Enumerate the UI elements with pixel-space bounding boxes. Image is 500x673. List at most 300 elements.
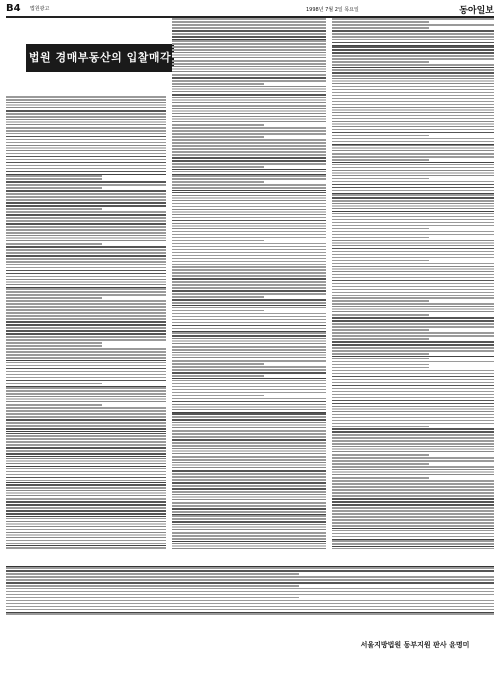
fine-print-line: [172, 302, 326, 304]
fine-print-line: [6, 428, 166, 430]
fine-print-line: [172, 40, 326, 42]
fine-print-line: [6, 291, 166, 293]
fine-print-line: [332, 335, 494, 337]
fine-print-line: [332, 61, 429, 63]
fine-print-line: [172, 116, 326, 122]
fine-print-line: [6, 142, 166, 144]
fine-print-line: [6, 171, 166, 173]
fine-print-line: [172, 136, 264, 138]
fine-print-line: [332, 211, 494, 212]
fine-print-line: [332, 49, 494, 51]
fine-print-line: [6, 404, 102, 406]
page-header: [6, 4, 494, 18]
listing-column-2: [172, 18, 326, 551]
fine-print-line: [172, 445, 326, 447]
fine-print-line: [6, 567, 494, 569]
fine-print-line: [332, 498, 494, 500]
fine-print-line: [6, 232, 166, 234]
fine-print-line: [172, 328, 326, 330]
fine-print-line: [332, 388, 494, 390]
fine-print-line: [172, 413, 326, 415]
fine-print-line: [6, 276, 166, 278]
fine-print-line: [172, 383, 326, 385]
fine-print-line: [172, 538, 326, 540]
fine-print-line: [172, 439, 326, 441]
fine-print-line: [332, 317, 494, 319]
fine-print-line: [172, 462, 326, 468]
fine-print-line: [172, 369, 326, 371]
fine-print-line: [332, 329, 429, 331]
fine-print-line: [6, 540, 166, 542]
fine-print-line: [172, 494, 326, 500]
fine-print-line: [6, 252, 166, 254]
fine-print-line: [332, 27, 429, 29]
fine-print-line: [172, 264, 326, 266]
fine-print-line: [332, 326, 494, 328]
fine-print-line: [172, 476, 326, 478]
fine-print-line: [172, 299, 326, 301]
fine-print-line: [6, 498, 166, 500]
fine-print-line: [172, 401, 326, 403]
fine-print-line: [332, 118, 494, 120]
fine-print-line: [172, 412, 326, 413]
fine-print-line: [172, 322, 326, 324]
fine-print-line: [172, 148, 326, 150]
fine-print-line: [332, 187, 494, 189]
notice-title: 법원 경매부동산의 입찰매각공고: [28, 51, 172, 92]
fine-print-line: [172, 543, 326, 549]
fine-print-line: [332, 373, 494, 375]
fine-print-line: [332, 55, 494, 57]
fine-print-line: [6, 606, 494, 608]
fine-print-line: [6, 597, 299, 599]
fine-print-line: [332, 24, 494, 26]
fine-print-line: [172, 456, 326, 458]
fine-print-line: [332, 414, 494, 416]
fine-print-line: [332, 477, 429, 479]
fine-print-line: [332, 530, 494, 532]
fine-print-line: [6, 521, 166, 527]
fine-print-line: [332, 320, 494, 322]
fine-print-line: [172, 178, 326, 180]
fine-print-line: [172, 502, 326, 504]
fine-print-line: [172, 223, 326, 229]
fine-print-line: [332, 228, 429, 230]
fine-print-line: [332, 89, 494, 91]
fine-print-line: [6, 582, 494, 584]
fine-print-line: [332, 297, 494, 299]
fine-print-line: [332, 295, 494, 297]
fine-print-line: [6, 419, 166, 421]
fine-print-line: [332, 46, 494, 48]
fine-print-line: [172, 157, 326, 159]
fine-print-line: [6, 433, 166, 435]
fine-print-line: [332, 536, 494, 538]
fine-print-line: [332, 248, 494, 250]
fine-print-line: [332, 403, 494, 405]
fine-print-line: [172, 39, 326, 40]
fine-print-line: [332, 454, 429, 456]
fine-print-line: [172, 404, 326, 410]
fine-print-line: [332, 167, 494, 169]
fine-print-line: [332, 289, 494, 291]
fine-print-line: [6, 113, 166, 115]
fine-print-line: [6, 339, 166, 341]
fine-print-line: [6, 396, 166, 402]
fine-print-line: [6, 99, 166, 101]
fine-print-line: [6, 513, 166, 515]
fine-print-line: [6, 387, 166, 389]
fine-print-line: [6, 309, 166, 311]
fine-print-line: [172, 482, 326, 484]
fine-print-line: [332, 361, 494, 363]
fine-print-line: [332, 75, 494, 77]
fine-print-line: [332, 197, 494, 199]
fine-print-line: [332, 539, 494, 540]
fine-print-line: [6, 594, 494, 596]
fine-print-line: [172, 46, 326, 48]
fine-print-line: [6, 501, 166, 503]
fine-print-line: [172, 335, 326, 337]
fine-print-line: [172, 266, 326, 268]
fine-print-line: [6, 181, 166, 183]
fine-print-line: [6, 119, 166, 125]
listing-column-3: [332, 18, 494, 551]
fine-print-line: [332, 376, 494, 378]
fine-print-line: [332, 86, 494, 88]
fine-print-line: [172, 284, 326, 286]
fine-print-line: [6, 348, 166, 350]
fine-print-line: [332, 300, 429, 302]
fine-print-line: [332, 234, 494, 236]
fine-print-line: [6, 422, 166, 424]
fine-print-line: [332, 219, 494, 221]
fine-print-line: [332, 314, 429, 316]
fine-print-line: [172, 398, 326, 400]
fine-print-line: [332, 400, 494, 402]
fine-print-line: [6, 480, 166, 482]
fine-print-line: [172, 258, 326, 260]
fine-print-line: [332, 145, 494, 151]
fine-print-line: [6, 306, 166, 308]
fine-print-line: [172, 246, 326, 248]
fine-print-line: [172, 278, 326, 280]
fine-print-line: [332, 364, 429, 366]
fine-print-line: [172, 97, 326, 103]
fine-print-line: [6, 178, 102, 180]
fine-print-line: [172, 243, 326, 245]
fine-print-line: [6, 484, 166, 486]
fine-print-line: [172, 518, 326, 520]
fine-print-line: [172, 36, 326, 38]
fine-print-line: [332, 92, 494, 94]
fine-print-line: [6, 226, 166, 228]
fine-print-line: [172, 349, 326, 351]
fine-print-line: [6, 136, 166, 138]
fine-print-line: [6, 612, 494, 613]
fine-print-line: [6, 174, 166, 175]
fine-print-line: [332, 254, 494, 256]
fine-print-line: [172, 419, 326, 421]
fine-print-line: [6, 287, 166, 288]
fine-print-line: [6, 360, 166, 361]
fine-print-line: [332, 344, 494, 346]
fine-print-line: [332, 434, 494, 436]
fine-print-line: [6, 342, 102, 344]
fine-print-line: [172, 316, 326, 318]
fine-print-line: [332, 170, 494, 176]
fine-print-line: [6, 202, 166, 204]
fine-print-line: [172, 380, 326, 382]
fine-print-line: [6, 413, 166, 415]
fine-print-line: [172, 192, 326, 194]
fine-print-line: [6, 130, 166, 132]
fine-print-line: [332, 42, 494, 44]
fine-print-line: [172, 63, 326, 65]
fine-print-line: [332, 164, 494, 166]
fine-print-line: [172, 139, 326, 141]
fine-print-line: [332, 460, 494, 462]
fine-print-line: [332, 428, 494, 430]
fine-print-line: [6, 390, 166, 392]
fine-print-line: [172, 154, 326, 156]
fine-print-line: [172, 296, 264, 298]
fine-print-line: [332, 350, 494, 352]
fine-print-line: [6, 327, 166, 329]
fine-print-line: [6, 159, 166, 161]
fine-print-line: [6, 258, 166, 260]
fine-print-line: [172, 375, 264, 377]
fine-print-line: [172, 491, 326, 493]
fine-print-line: [172, 293, 326, 295]
fine-print-line: [6, 450, 166, 452]
fine-print-line: [6, 357, 166, 359]
fine-print-line: [172, 448, 326, 454]
fine-print-line: [6, 529, 166, 531]
fine-print-line: [332, 78, 494, 84]
fine-print-line: [172, 479, 326, 481]
fine-print-line: [332, 426, 429, 428]
issue-date: 1998년 7월 2일 목요일: [306, 7, 359, 13]
fine-print-line: [172, 21, 326, 23]
fine-print-line: [332, 231, 494, 233]
fine-print-line: [6, 374, 166, 376]
fine-print-line: [332, 39, 494, 41]
fine-print-line: [6, 279, 166, 285]
fine-print-line: [172, 203, 326, 205]
fine-print-line: [6, 447, 166, 449]
fine-print-line: [6, 471, 166, 473]
fine-print-line: [332, 138, 494, 140]
section-label: 법원광고: [30, 6, 50, 12]
fine-print-line: [6, 205, 166, 207]
fine-print-line: [172, 532, 326, 534]
fine-print-line: [332, 533, 494, 535]
fine-print-line: [6, 474, 166, 476]
fine-print-line: [332, 370, 494, 372]
fine-print-line: [332, 440, 494, 442]
fine-print-line: [332, 240, 494, 246]
fine-print-line: [332, 356, 494, 357]
fine-print-line: [332, 200, 494, 202]
fine-print-line: [172, 252, 326, 254]
fine-print-line: [6, 102, 166, 108]
fine-print-line: [6, 315, 166, 317]
fine-print-line: [172, 488, 326, 490]
fine-print-line: [332, 129, 494, 131]
fine-print-line: [6, 133, 166, 135]
fine-print-line: [332, 513, 494, 515]
fine-print-line: [6, 168, 166, 170]
fine-print-line: [332, 483, 494, 485]
fine-print-line: [6, 354, 166, 356]
fine-print-line: [6, 345, 102, 347]
fine-print-line: [332, 406, 494, 412]
fine-print-line: [332, 546, 494, 547]
fine-print-line: [172, 27, 326, 29]
fine-print-line: [6, 393, 166, 395]
fine-print-line: [6, 162, 166, 164]
fine-print-line: [172, 127, 326, 129]
fine-print-line: [6, 116, 166, 118]
fine-print-line: [172, 105, 326, 107]
fine-print-line: [6, 487, 166, 489]
fine-print-line: [172, 541, 326, 542]
fine-print-line: [332, 135, 429, 137]
fine-print-line: [172, 514, 326, 515]
fine-print-line: [332, 504, 494, 506]
fine-print-line: [332, 98, 494, 100]
fine-print-line: [172, 234, 326, 236]
fine-print-line: [6, 438, 166, 440]
fine-print-line: [172, 166, 264, 168]
fine-print-line: [172, 331, 326, 332]
fine-print-line: [6, 579, 494, 581]
fine-print-line: [6, 267, 166, 269]
fine-print-line: [6, 217, 166, 219]
fine-print-line: [332, 132, 494, 134]
fine-print-line: [6, 507, 166, 509]
fine-print-line: [332, 385, 494, 387]
fine-print-line: [332, 341, 494, 343]
fine-print-line: [172, 508, 326, 510]
fine-print-line: [172, 338, 326, 344]
fine-print-line: [172, 52, 326, 58]
fine-print-line: [332, 306, 494, 312]
fine-print-line: [332, 367, 429, 369]
fine-print-line: [172, 151, 326, 153]
fine-print-line: [6, 518, 166, 520]
fine-print-line: [332, 423, 494, 425]
fine-print-line: [332, 184, 494, 186]
fine-print-line: [6, 223, 166, 225]
fine-print-line: [332, 501, 494, 503]
fine-print-line: [332, 394, 494, 396]
fine-print-line: [332, 379, 494, 381]
fine-print-line: [6, 330, 166, 332]
fine-print-line: [172, 372, 326, 374]
fine-print-line: [6, 371, 166, 373]
fine-print-line: [332, 162, 494, 163]
fine-print-line: [6, 199, 166, 201]
fine-print-line: [6, 365, 166, 367]
fine-print-line: [172, 195, 326, 201]
fine-print-line: [332, 463, 429, 465]
fine-print-line: [6, 193, 166, 195]
fine-print-line: [172, 433, 326, 435]
fine-print-line: [332, 144, 494, 145]
fine-print-line: [172, 287, 326, 289]
fine-print-line: [6, 96, 166, 98]
fine-print-line: [172, 43, 326, 45]
fine-print-line: [6, 156, 166, 158]
fine-print-line: [6, 190, 166, 192]
fine-print-line: [172, 386, 326, 388]
fine-print-line: [172, 237, 326, 239]
fine-print-line: [332, 417, 494, 419]
fine-print-line: [332, 121, 494, 127]
fine-print-line: [172, 190, 326, 191]
fine-print-line: [172, 521, 326, 523]
fine-print-line: [6, 208, 102, 210]
fine-print-line: [172, 524, 326, 530]
fine-print-line: [6, 196, 166, 198]
fine-print-line: [332, 516, 494, 518]
fine-print-line: [332, 486, 494, 488]
fine-print-line: [332, 277, 494, 279]
fine-print-line: [172, 49, 326, 51]
fine-print-line: [6, 321, 166, 323]
fine-print-line: [6, 504, 166, 506]
fine-print-line: [332, 213, 494, 215]
fine-print-line: [6, 324, 166, 326]
fine-print-line: [172, 77, 326, 79]
page-number: B4: [6, 3, 21, 14]
fine-print-line: [6, 303, 166, 305]
fine-print-line: [332, 525, 494, 527]
fine-print-line: [6, 211, 166, 213]
fine-print-line: [332, 266, 494, 272]
fine-print-line: [6, 261, 166, 263]
fine-print-line: [332, 101, 494, 103]
fine-print-line: [6, 482, 166, 483]
fine-print-line: [332, 347, 494, 349]
fine-print-line: [6, 377, 166, 379]
fine-print-line: [172, 346, 326, 348]
fine-print-line: [332, 194, 494, 196]
fine-print-line: [6, 477, 166, 479]
listing-column-1: [6, 96, 166, 550]
fine-print-line: [172, 206, 326, 208]
fine-print-line: [172, 305, 326, 306]
fine-print-line: [6, 187, 102, 189]
fine-print-line: [332, 36, 494, 38]
fine-print-line: [6, 516, 166, 517]
fine-print-line: [332, 443, 494, 445]
fine-print-line: [172, 363, 264, 365]
fine-print-line: [332, 257, 494, 259]
fine-print-line: [332, 420, 494, 422]
fine-print-line: [6, 458, 166, 464]
fine-print-line: [6, 490, 166, 496]
fine-print-line: [172, 171, 326, 173]
fine-print-line: [6, 175, 102, 177]
fine-print-line: [332, 457, 494, 459]
fine-print-line: [6, 444, 166, 446]
fine-print-line: [172, 18, 326, 20]
fine-print-line: [172, 130, 326, 132]
fine-print-line: [6, 264, 166, 266]
